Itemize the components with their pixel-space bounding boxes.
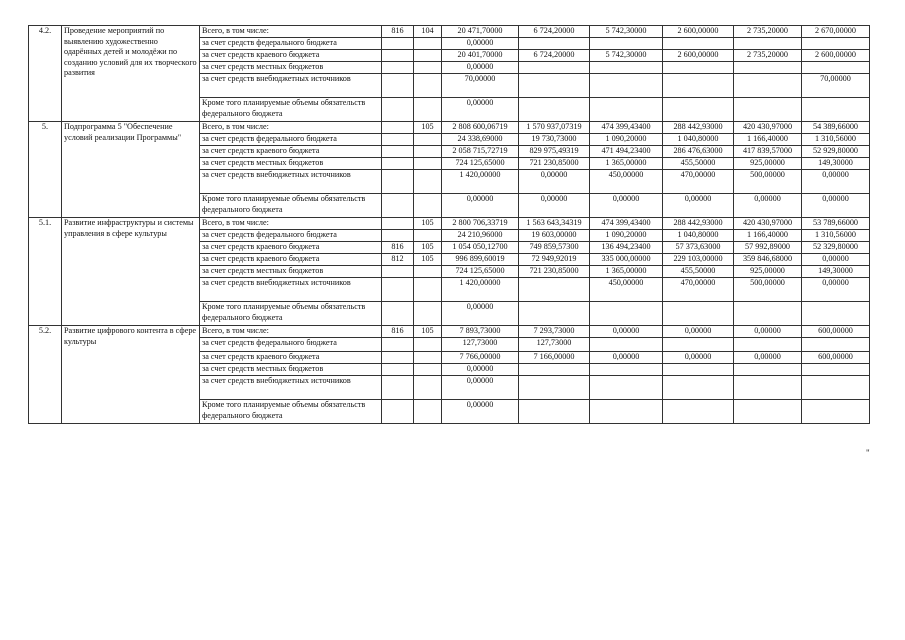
amount-cell: 2 670,00000 [802,26,870,38]
amount-cell: 2 600,00000 [802,50,870,62]
amount-cell: 229 103,00000 [663,254,734,266]
funding-source: за счет средств федерального бюджета [200,38,382,50]
amount-cell [663,376,734,400]
section-code: 105 [414,218,442,230]
amount-cell: 420 430,97000 [734,122,802,134]
funding-source: за счет средств федерального бюджета [200,338,382,352]
amount-cell [802,302,870,326]
section-code: 104 [414,26,442,38]
amount-cell: 288 442,93000 [663,218,734,230]
grbs-code [382,400,414,424]
section-code [414,302,442,326]
section-code [414,266,442,278]
amount-cell: 1 090,20000 [590,134,663,146]
funding-source: за счет средств федерального бюджета [200,134,382,146]
amount-cell: 5 742,30000 [590,26,663,38]
amount-cell: 20 471,70000 [442,26,519,38]
amount-cell: 0,00000 [663,352,734,364]
grbs-code: 812 [382,254,414,266]
amount-cell: 0,00000 [442,364,519,376]
amount-cell: 127,73000 [519,338,590,352]
page-mark: " [866,448,870,458]
section-code [414,62,442,74]
amount-cell: 359 846,68000 [734,254,802,266]
amount-cell [734,400,802,424]
funding-source: Всего, в том числе: [200,218,382,230]
section-code [414,364,442,376]
amount-cell: 57 992,89000 [734,242,802,254]
grbs-code [382,302,414,326]
amount-cell: 2 800 706,33719 [442,218,519,230]
grbs-code [382,158,414,170]
funding-source: Кроме того планируемые объемы обязательств федерального бюджета [200,400,382,424]
section-code [414,194,442,218]
amount-cell: 474 399,43400 [590,218,663,230]
amount-cell: 57 373,63000 [663,242,734,254]
amount-cell: 420 430,97000 [734,218,802,230]
amount-cell: 52 329,80000 [802,242,870,254]
grbs-code: 816 [382,326,414,338]
amount-cell: 450,00000 [590,170,663,194]
amount-cell [734,338,802,352]
amount-cell: 455,50000 [663,158,734,170]
section-code [414,352,442,364]
amount-cell: 1 420,00000 [442,170,519,194]
amount-cell: 70,00000 [802,74,870,98]
grbs-code [382,364,414,376]
amount-cell: 0,00000 [590,326,663,338]
grbs-code [382,170,414,194]
funding-source: за счет средств краевого бюджета [200,352,382,364]
grbs-code [382,352,414,364]
table-row [29,26,870,38]
amount-cell: 7 293,73000 [519,326,590,338]
amount-cell: 1 166,40000 [734,230,802,242]
amount-cell [590,376,663,400]
grbs-code: 816 [382,242,414,254]
funding-source: за счет средств внебюджетных источников [200,170,382,194]
section-code: 105 [414,242,442,254]
amount-cell [519,98,590,122]
item-name: Развитие инфраструктуры и системы управления в сфере культуры [62,218,200,326]
amount-cell: 1 166,40000 [734,134,802,146]
amount-cell [519,38,590,50]
amount-cell [663,364,734,376]
funding-source: за счет средств местных бюджетов [200,62,382,74]
amount-cell: 149,30000 [802,266,870,278]
amount-cell: 1 040,80000 [663,230,734,242]
amount-cell: 149,30000 [802,158,870,170]
section-code: 105 [414,122,442,134]
amount-cell [734,62,802,74]
funding-source: Всего, в том числе: [200,122,382,134]
funding-source: за счет средств краевого бюджета [200,50,382,62]
grbs-code [382,266,414,278]
amount-cell: 1 054 050,12700 [442,242,519,254]
amount-cell: 0,00000 [802,194,870,218]
funding-source: за счет средств краевого бюджета [200,242,382,254]
section-code [414,50,442,62]
amount-cell: 6 724,20000 [519,26,590,38]
grbs-code [382,230,414,242]
amount-cell [734,364,802,376]
amount-cell: 2 735,20000 [734,26,802,38]
amount-cell: 724 125,65000 [442,266,519,278]
amount-cell: 0,00000 [734,326,802,338]
amount-cell: 455,50000 [663,266,734,278]
amount-cell [590,400,663,424]
amount-cell: 136 494,23400 [590,242,663,254]
table-body [29,26,870,424]
section-code [414,376,442,400]
amount-cell: 1 420,00000 [442,278,519,302]
amount-cell: 2 600,00000 [663,50,734,62]
amount-cell: 0,00000 [590,194,663,218]
amount-cell: 2 058 715,72719 [442,146,519,158]
funding-source: Кроме того планируемые объемы обязательств федерального бюджета [200,98,382,122]
funding-source: за счет средств внебюджетных источников [200,376,382,400]
section-code [414,338,442,352]
amount-cell: 1 310,56000 [802,230,870,242]
funding-source: за счет средств местных бюджетов [200,158,382,170]
amount-cell: 0,00000 [442,98,519,122]
amount-cell [590,338,663,352]
amount-cell: 749 859,57300 [519,242,590,254]
funding-source: за счет средств внебюджетных источников [200,278,382,302]
amount-cell: 0,00000 [734,352,802,364]
amount-cell [519,364,590,376]
section-code [414,134,442,146]
amount-cell: 24 338,69000 [442,134,519,146]
funding-source: Кроме того планируемые объемы обязательств федерального бюджета [200,194,382,218]
amount-cell [519,62,590,74]
amount-cell: 470,00000 [663,170,734,194]
grbs-code [382,38,414,50]
amount-cell [734,376,802,400]
grbs-code [382,194,414,218]
amount-cell: 0,00000 [442,38,519,50]
funding-source: за счет средств местных бюджетов [200,266,382,278]
section-code [414,158,442,170]
amount-cell [519,74,590,98]
amount-cell: 24 210,96000 [442,230,519,242]
funding-source: за счет средств краевого бюджета [200,254,382,266]
section-code [414,400,442,424]
funding-source: за счет средств внебюджетных источников [200,74,382,98]
funding-source: за счет средств федерального бюджета [200,230,382,242]
section-code [414,278,442,302]
grbs-code [382,74,414,98]
section-code: 105 [414,254,442,266]
amount-cell: 925,00000 [734,266,802,278]
amount-cell: 925,00000 [734,158,802,170]
amount-cell [663,98,734,122]
amount-cell: 0,00000 [442,400,519,424]
amount-cell: 127,73000 [442,338,519,352]
amount-cell: 471 494,23400 [590,146,663,158]
amount-cell [519,302,590,326]
section-code [414,230,442,242]
amount-cell: 500,00000 [734,170,802,194]
amount-cell: 19 730,73000 [519,134,590,146]
amount-cell [663,74,734,98]
amount-cell: 1 040,80000 [663,134,734,146]
amount-cell [802,38,870,50]
amount-cell: 0,00000 [734,194,802,218]
grbs-code [382,122,414,134]
item-name: Развитие цифрового контента в сфере культуры [62,326,200,424]
amount-cell [663,338,734,352]
amount-cell [590,302,663,326]
amount-cell: 1 365,00000 [590,266,663,278]
amount-cell: 0,00000 [442,302,519,326]
amount-cell: 0,00000 [802,170,870,194]
amount-cell: 2 735,20000 [734,50,802,62]
table-row [29,218,870,230]
amount-cell: 1 090,20000 [590,230,663,242]
grbs-code [382,218,414,230]
amount-cell: 7 166,00000 [519,352,590,364]
amount-cell [663,38,734,50]
grbs-code [382,338,414,352]
amount-cell: 52 929,80000 [802,146,870,158]
grbs-code [382,146,414,158]
amount-cell [590,62,663,74]
amount-cell: 0,00000 [442,194,519,218]
amount-cell: 1 365,00000 [590,158,663,170]
amount-cell: 1 563 643,34319 [519,218,590,230]
amount-cell: 470,00000 [663,278,734,302]
item-number: 5.2. [29,326,62,424]
grbs-code: 816 [382,26,414,38]
amount-cell: 721 230,85000 [519,266,590,278]
funding-source: Кроме того планируемые объемы обязательств федерального бюджета [200,302,382,326]
grbs-code [382,134,414,146]
amount-cell: 5 742,30000 [590,50,663,62]
section-code [414,170,442,194]
amount-cell: 19 603,00000 [519,230,590,242]
amount-cell: 53 789,66000 [802,218,870,230]
grbs-code [382,50,414,62]
amount-cell: 0,00000 [802,278,870,302]
amount-cell: 7 766,00000 [442,352,519,364]
amount-cell: 600,00000 [802,326,870,338]
amount-cell: 7 893,73000 [442,326,519,338]
item-number: 5. [29,122,62,218]
amount-cell: 724 125,65000 [442,158,519,170]
amount-cell: 6 724,20000 [519,50,590,62]
amount-cell [734,38,802,50]
amount-cell [519,376,590,400]
amount-cell [519,400,590,424]
section-code [414,38,442,50]
amount-cell [734,302,802,326]
amount-cell [802,62,870,74]
amount-cell: 0,00000 [519,170,590,194]
amount-cell [734,98,802,122]
amount-cell [802,338,870,352]
funding-source: за счет средств краевого бюджета [200,146,382,158]
amount-cell: 417 839,57000 [734,146,802,158]
grbs-code [382,278,414,302]
section-code: 105 [414,326,442,338]
amount-cell: 0,00000 [663,326,734,338]
section-code [414,146,442,158]
amount-cell: 0,00000 [519,194,590,218]
amount-cell: 1 310,56000 [802,134,870,146]
amount-cell: 72 949,92019 [519,254,590,266]
amount-cell: 335 000,00000 [590,254,663,266]
amount-cell: 2 600,00000 [663,26,734,38]
amount-cell [590,38,663,50]
amount-cell: 2 808 600,06719 [442,122,519,134]
amount-cell: 450,00000 [590,278,663,302]
amount-cell: 70,00000 [442,74,519,98]
amount-cell [663,302,734,326]
amount-cell [734,74,802,98]
amount-cell [663,400,734,424]
funding-source: Всего, в том числе: [200,26,382,38]
amount-cell [802,98,870,122]
grbs-code [382,376,414,400]
amount-cell: 600,00000 [802,352,870,364]
section-code [414,74,442,98]
funding-source: за счет средств местных бюджетов [200,364,382,376]
amount-cell: 996 899,60019 [442,254,519,266]
amount-cell: 721 230,85000 [519,158,590,170]
item-name: Проведение мероприятий по выявлению художественно одарённых детей и молодёжи по созданию условий для их творческого развития [62,26,200,122]
funding-source: Всего, в том числе: [200,326,382,338]
amount-cell [519,278,590,302]
amount-cell: 286 476,63000 [663,146,734,158]
amount-cell [802,376,870,400]
grbs-code [382,98,414,122]
amount-cell: 0,00000 [802,254,870,266]
amount-cell: 288 442,93000 [663,122,734,134]
amount-cell [802,400,870,424]
amount-cell: 500,00000 [734,278,802,302]
section-code [414,98,442,122]
amount-cell: 474 399,43400 [590,122,663,134]
amount-cell: 0,00000 [442,62,519,74]
amount-cell: 829 975,49319 [519,146,590,158]
amount-cell [590,98,663,122]
amount-cell: 54 389,66000 [802,122,870,134]
item-number: 4.2. [29,26,62,122]
item-number: 5.1. [29,218,62,326]
amount-cell: 0,00000 [663,194,734,218]
amount-cell: 0,00000 [442,376,519,400]
table-row [29,326,870,338]
amount-cell [590,74,663,98]
amount-cell: 0,00000 [590,352,663,364]
budget-table [28,25,870,424]
amount-cell [802,364,870,376]
table-row [29,122,870,134]
amount-cell: 1 570 937,07319 [519,122,590,134]
amount-cell [663,62,734,74]
item-name: Подпрограмма 5 "Обеспечение условий реализации Программы" [62,122,200,218]
grbs-code [382,62,414,74]
amount-cell: 20 401,70000 [442,50,519,62]
amount-cell [590,364,663,376]
